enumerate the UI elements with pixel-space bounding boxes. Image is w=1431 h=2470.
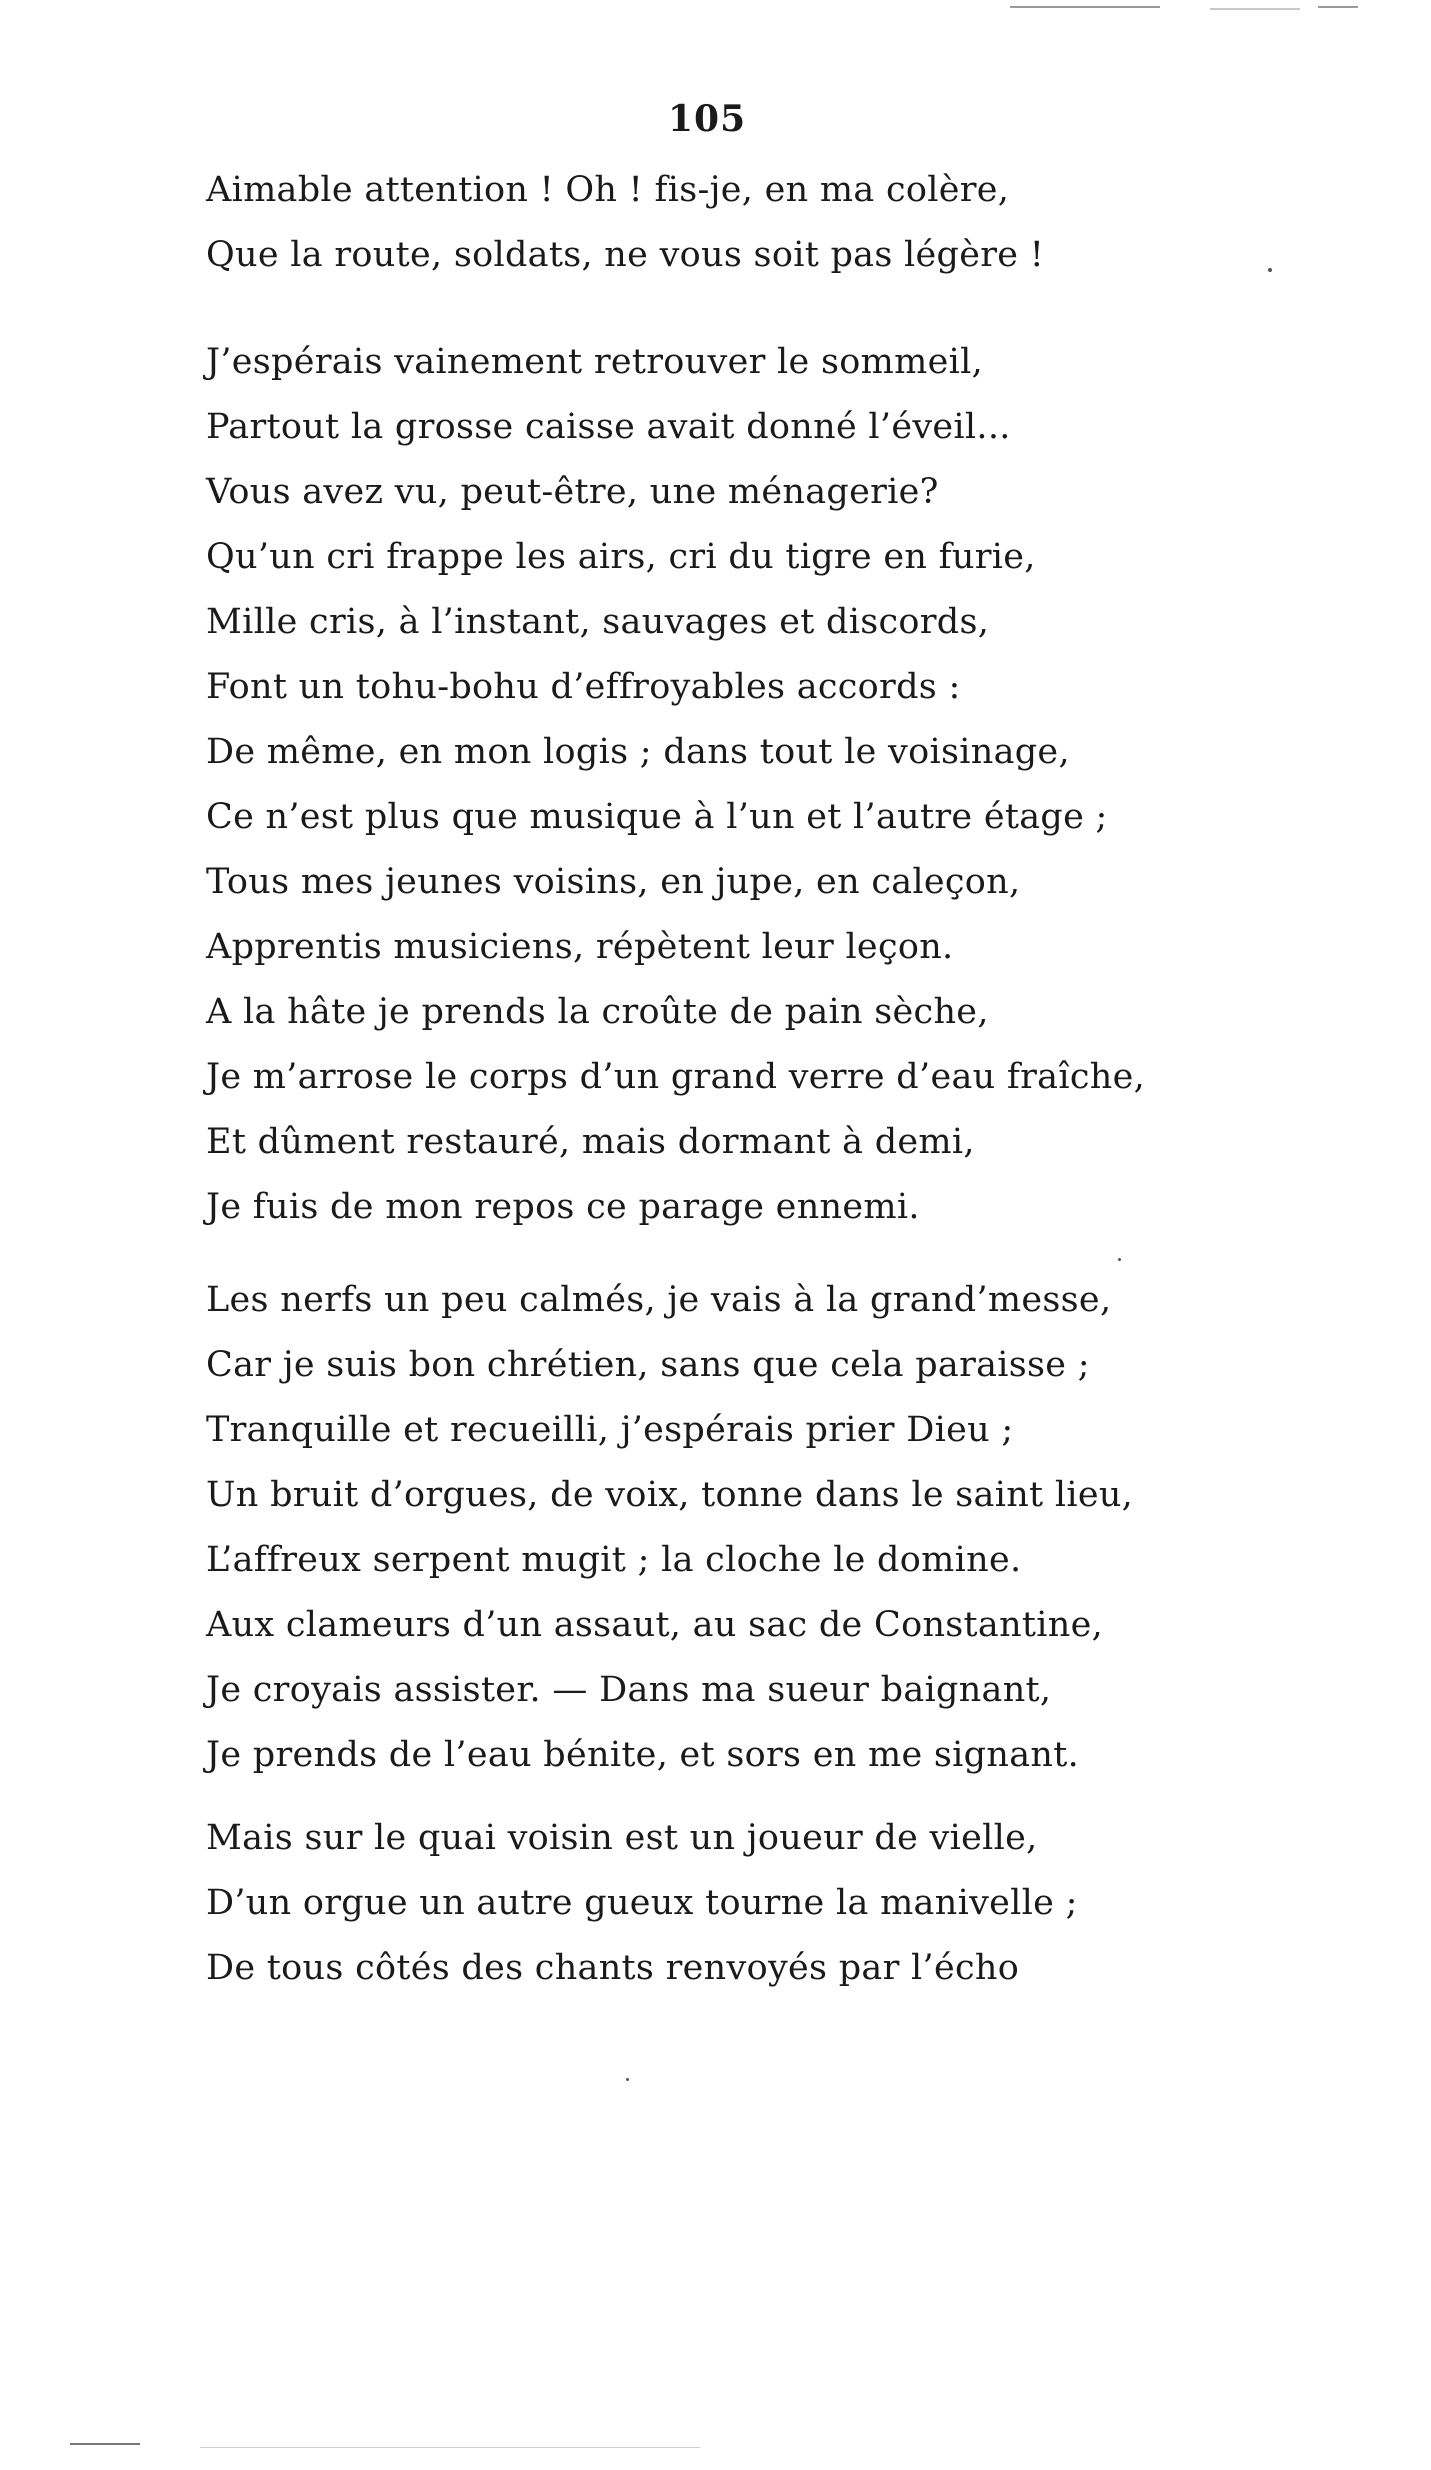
- verse-line: Mille cris, à l’instant, sauvages et discords,: [206, 602, 990, 642]
- scan-speck: [626, 2078, 629, 2081]
- verse-line: A la hâte je prends la croûte de pain sèche,: [206, 992, 989, 1032]
- scan-edge-mark: [1010, 6, 1160, 8]
- page-number: 105: [668, 98, 747, 140]
- verse-line: Je croyais assister. — Dans ma sueur baignant,: [206, 1670, 1052, 1710]
- stanza: [206, 330, 1206, 1240]
- verse-line: Qu’un cri frappe les airs, cri du tigre en furie,: [206, 537, 1036, 577]
- verse-line: L’affreux serpent mugit ; la cloche le domine.: [206, 1540, 1022, 1580]
- scan-edge-mark: [1210, 8, 1300, 10]
- verse-line: Ce n’est plus que musique à l’un et l’autre étage ;: [206, 797, 1108, 837]
- verse-line: Apprentis musiciens, répètent leur leçon.: [206, 927, 954, 967]
- verse-line: Font un tohu-bohu d’effroyables accords :: [206, 667, 961, 707]
- verse-line: Les nerfs un peu calmés, je vais à la grand’messe,: [206, 1280, 1112, 1320]
- verse-line: J’espérais vainement retrouver le sommeil,: [206, 342, 984, 382]
- scan-edge-mark: [1318, 6, 1358, 8]
- stanza: [206, 158, 1206, 288]
- verse-line: Je fuis de mon repos ce parage ennemi.: [206, 1187, 920, 1227]
- verse-line: Aux clameurs d’un assaut, au sac de Constantine,: [206, 1605, 1104, 1645]
- verse-line: Et dûment restauré, mais dormant à demi,: [206, 1122, 975, 1162]
- stanza: [206, 1268, 1206, 1788]
- scan-edge-mark: [200, 2447, 700, 2448]
- verse-line: Tranquille et recueilli, j’espérais prier Dieu ;: [206, 1410, 1014, 1450]
- verse-line: Je m’arrose le corps d’un grand verre d’eau fraîche,: [206, 1057, 1146, 1097]
- verse-line: Car je suis bon chrétien, sans que cela paraisse ;: [206, 1345, 1090, 1385]
- verse-line: Tous mes jeunes voisins, en jupe, en caleçon,: [206, 862, 1021, 902]
- verse-line: Je prends de l’eau bénite, et sors en me signant.: [206, 1735, 1080, 1775]
- verse-line: De même, en mon logis ; dans tout le voisinage,: [206, 732, 1070, 772]
- scan-edge-mark: [70, 2443, 140, 2445]
- verse-line: Un bruit d’orgues, de voix, tonne dans le saint lieu,: [206, 1475, 1134, 1515]
- stanza: [206, 1806, 1206, 2001]
- verse-line: Vous avez vu, peut-être, une ménagerie?: [206, 472, 939, 512]
- scan-speck: [1118, 1258, 1121, 1261]
- scan-speck: [1268, 268, 1272, 272]
- verse-line: Que la route, soldats, ne vous soit pas légère !: [206, 235, 1045, 275]
- verse-line: De tous côtés des chants renvoyés par l’écho: [206, 1948, 1020, 1988]
- verse-line: Aimable attention ! Oh ! fis-je, en ma colère,: [206, 170, 1010, 210]
- verse-line: Partout la grosse caisse avait donné l’éveil...: [206, 407, 1011, 447]
- verse-line: D’un orgue un autre gueux tourne la manivelle ;: [206, 1883, 1078, 1923]
- verse-line: Mais sur le quai voisin est un joueur de vielle,: [206, 1818, 1038, 1858]
